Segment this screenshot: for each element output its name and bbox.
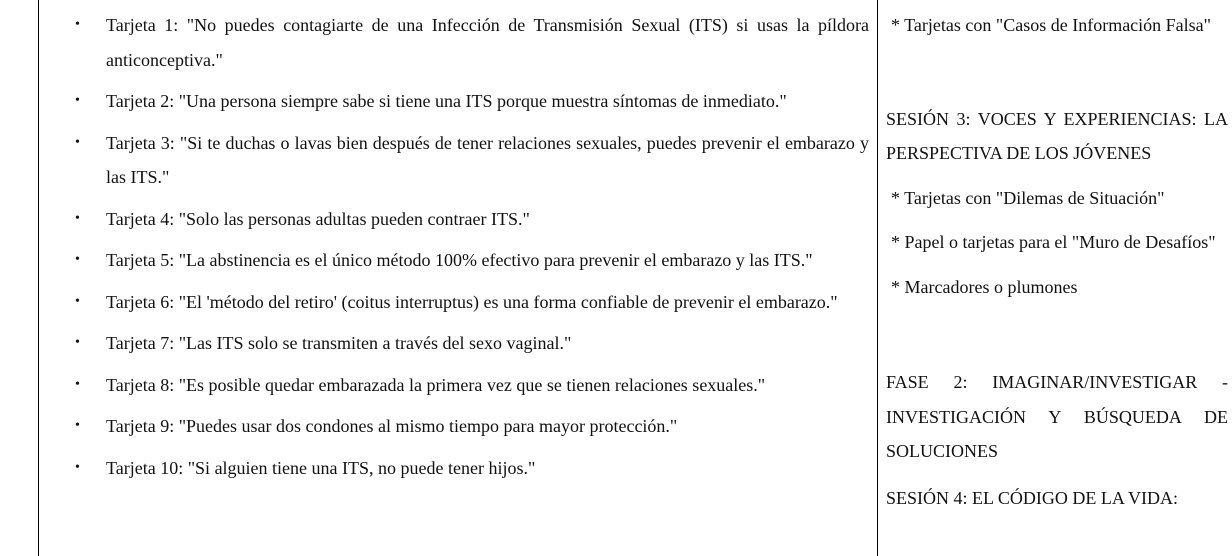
card-text: Tarjeta 7: "Las ITS solo se transmiten a través del sexo vaginal." [106, 333, 572, 353]
list-item [72, 8, 869, 77]
session2-material: * Tarjetas con "Casos de Información Falsa" [891, 15, 1212, 35]
list-item [72, 202, 869, 237]
false-info-card-list [72, 8, 869, 485]
bullet-icon: • [75, 252, 80, 267]
list-item [72, 126, 869, 195]
bullet-icon: • [75, 459, 80, 475]
card-text: Tarjeta 6: "El 'método del retiro' (coitus interruptus) es una forma confiable de prevenir el embarazo." [106, 291, 838, 312]
card-text: Tarjeta 3: "Si te duchas o lavas bien después de tener relaciones sexuales, puedes prevenir el embarazo y las ITS." [106, 132, 869, 187]
list-item [72, 451, 869, 486]
session3-material-item: * Marcadores o plumones [891, 276, 1078, 297]
list-item [72, 285, 869, 320]
card-text: Tarjeta 8: "Es posible quedar embarazada la primera vez que se tienen relaciones sexuales." [106, 374, 766, 395]
bullet-icon: • [75, 335, 80, 350]
list-item [72, 84, 869, 119]
bullet-icon: • [75, 293, 80, 309]
card-text: Tarjeta 2: "Una persona siempre sabe si tiene una ITS porque muestra síntomas de inmediato." [106, 91, 787, 111]
spacer [886, 469, 1228, 481]
table-border-middle [877, 0, 878, 556]
table-border-left [38, 0, 39, 556]
card-text: Tarjeta 4: "Solo las personas adultas pueden contraer ITS." [106, 208, 530, 229]
bullet-icon: • [75, 210, 80, 226]
bullet-icon: • [75, 418, 80, 433]
spacer [886, 171, 1228, 181]
session3-title: SESIÓN 3: VOCES Y EXPERIENCIAS: LA PERSPECTIVA DE LOS JÓVENES [886, 108, 1228, 163]
card-text: Tarjeta 1: "No puedes contagiarte de una Infección de Transmisión Sexual (ITS) si usas la píldora anticonceptiva." [106, 15, 869, 70]
bullet-icon: • [75, 17, 80, 32]
session3-material-item: * Tarjetas con "Dilemas de Situación" [891, 187, 1165, 208]
card-text: Tarjeta 5: "La abstinencia es el único método 100% efectivo para prevenir el embarazo y las ITS." [106, 250, 813, 270]
session4-title: SESIÓN 4: EL CÓDIGO DE LA VIDA: [886, 487, 1178, 508]
list-item [72, 409, 869, 444]
card-text: Tarjeta 9: "Puedes usar dos condones al mismo tiempo para mayor protección." [106, 416, 678, 436]
spacer [886, 314, 1228, 365]
activity-cards-column [72, 8, 869, 492]
session3-material-item: * Papel o tarjetas para el "Muro de Desafíos" [891, 232, 1216, 252]
bullet-icon: • [75, 134, 80, 150]
bullet-icon: • [75, 376, 80, 392]
phase2-title: FASE 2: IMAGINAR/INVESTIGAR - INVESTIGACIÓN Y BÚSQUEDA DE SOLUCIONES [886, 372, 1228, 461]
spacer [886, 43, 1228, 102]
bullet-icon: • [75, 93, 80, 108]
list-item [72, 368, 869, 403]
card-text: Tarjeta 10: "Si alguien tiene una ITS, no puede tener hijos." [106, 457, 536, 478]
materials-column [886, 8, 1228, 515]
list-item [72, 243, 869, 278]
list-item [72, 326, 869, 361]
